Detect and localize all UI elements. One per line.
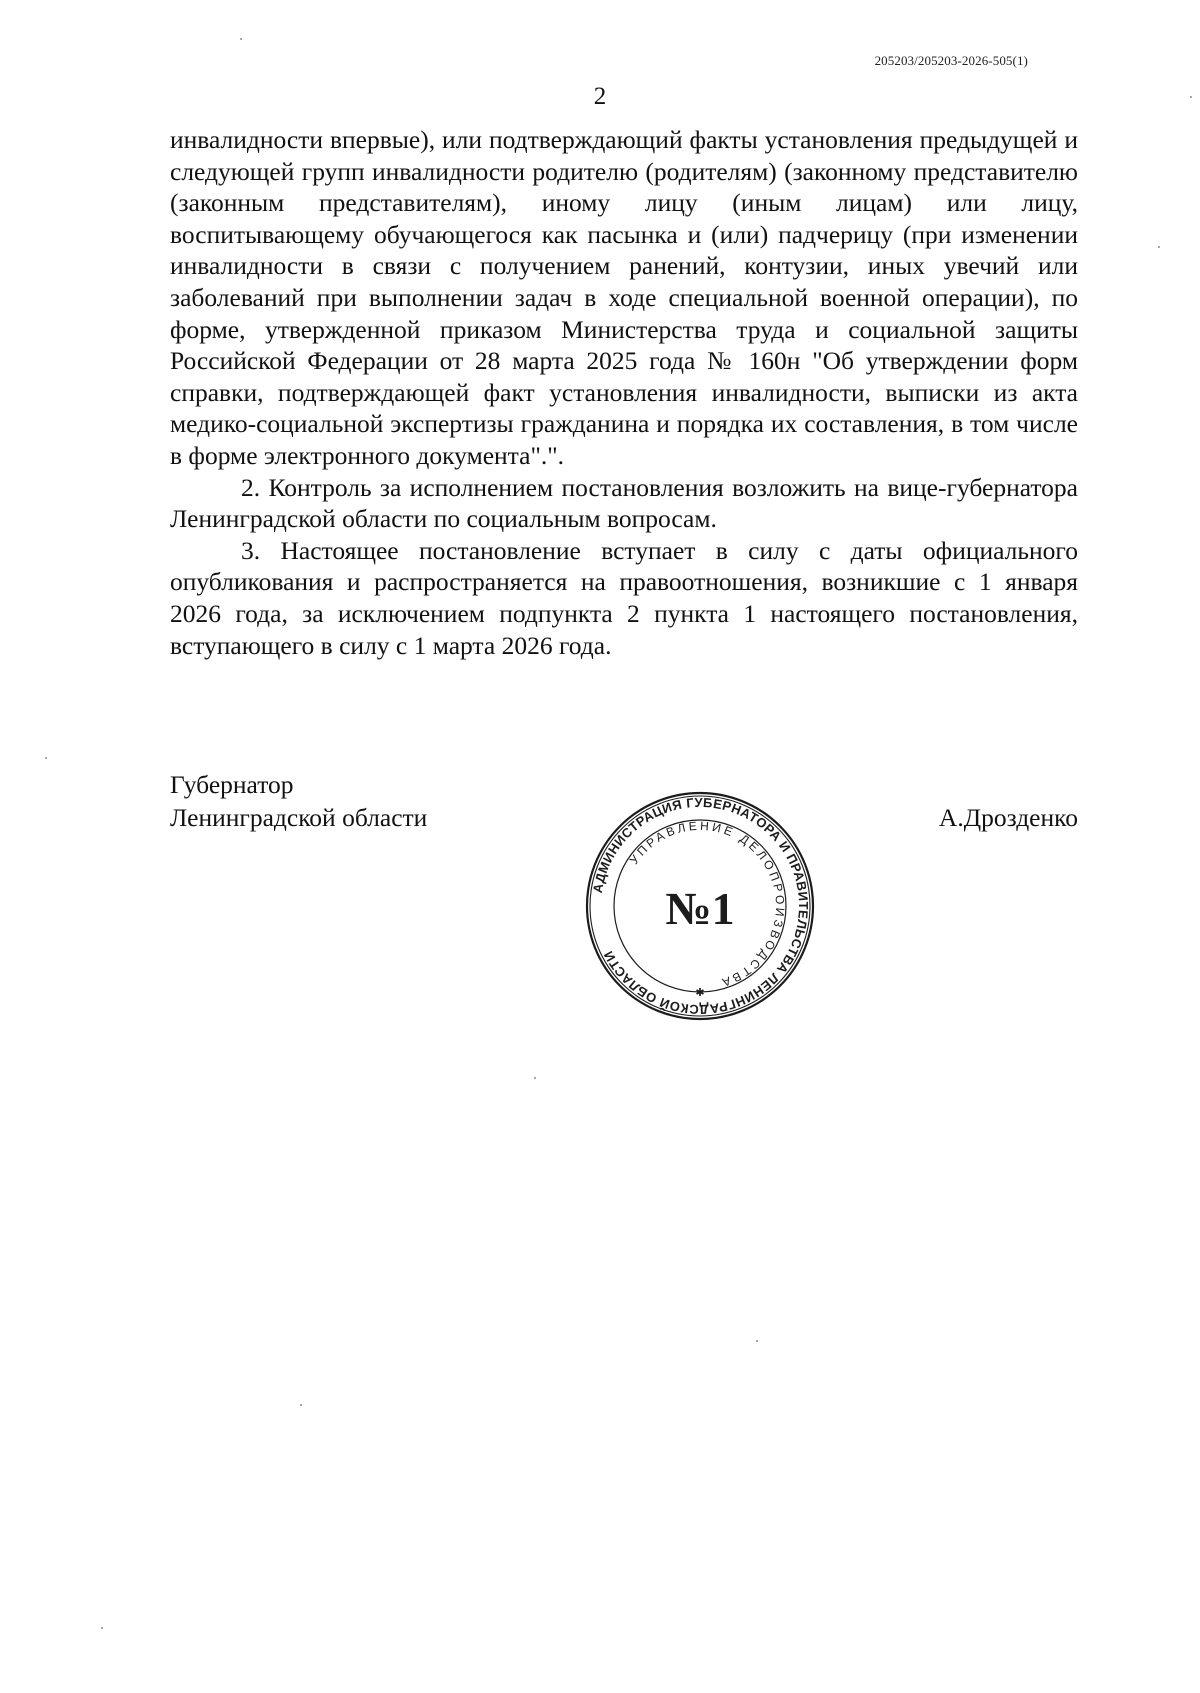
- scan-speck: [534, 1077, 536, 1079]
- document-body: [170, 124, 1078, 661]
- signatory-position-line-2: Ленинградской области: [170, 803, 428, 832]
- document-registration-id: 205203/205203-2026-505(1): [874, 53, 1028, 68]
- clause-3-paragraph: 3. Настоящее постановление вступает в силу с даты официального опубликования и распространяется на правоотношения, возникшие с 1 января 2026 года, за исключением подпункта 2 пункта 1 настоящего постановления, вступающего в силу с 1 марта 2026 года.: [170, 535, 1078, 660]
- seal-star-icon: ✱: [695, 986, 705, 999]
- clause-2-paragraph: 2. Контроль за исполнением постановления возложить на вице-губернатора Ленинградской области по социальным вопросам.: [170, 472, 1078, 534]
- official-seal: [584, 790, 816, 1022]
- scan-speck: [240, 38, 242, 40]
- scan-speck: [756, 1340, 758, 1342]
- scan-speck: [300, 1404, 302, 1406]
- scan-speck: [1190, 96, 1192, 98]
- seal-outer-text: АДМИНИСТРАЦИЯ ГУБЕРНАТОРА И ПРАВИТЕЛЬСТВА ЛЕНИНГРАДСКОЙ ОБЛАСТИ: [589, 794, 812, 1018]
- seal-number: №1: [665, 883, 735, 934]
- continuation-paragraph: инвалидности впервые), или подтверждающий факты установления предыдущей и следующей групп инвалидности родителю (родителям) (законному представителю (законным представителям), иному лицу (иным лицам) или лицу, воспитывающему обучающегося как пасынка и (или) падчерицу (при изменении инвалидности в связи с получением ранений, контузии, иных увечий или заболеваний при выполнении задач в ходе специальной военной операции), по форме, утвержденной приказом Министерства труда и социальной защиты Российской Федерации от 28 марта 2025 года № 160н "Об утверждении форм справки, подтверждающей факт установления инвалидности, выписки из акта медико-социальной экспертизы гражданина и порядка их составления, в том числе в форме электронного документа".".: [170, 125, 1078, 470]
- scan-speck: [101, 1627, 103, 1629]
- seal-graphic: [584, 790, 816, 1022]
- signatory-name: А.Дрозденко: [938, 803, 1078, 832]
- signatory-position: [170, 768, 427, 834]
- scan-speck: [45, 757, 47, 759]
- page-number: 2: [593, 83, 607, 110]
- seal-inner-text: УПРАВЛЕНИЕ ДЕЛОПРОИЗВОДСТВА: [626, 818, 788, 991]
- scan-speck: [1158, 246, 1160, 248]
- signatory-position-line-1: Губернатор: [170, 770, 294, 799]
